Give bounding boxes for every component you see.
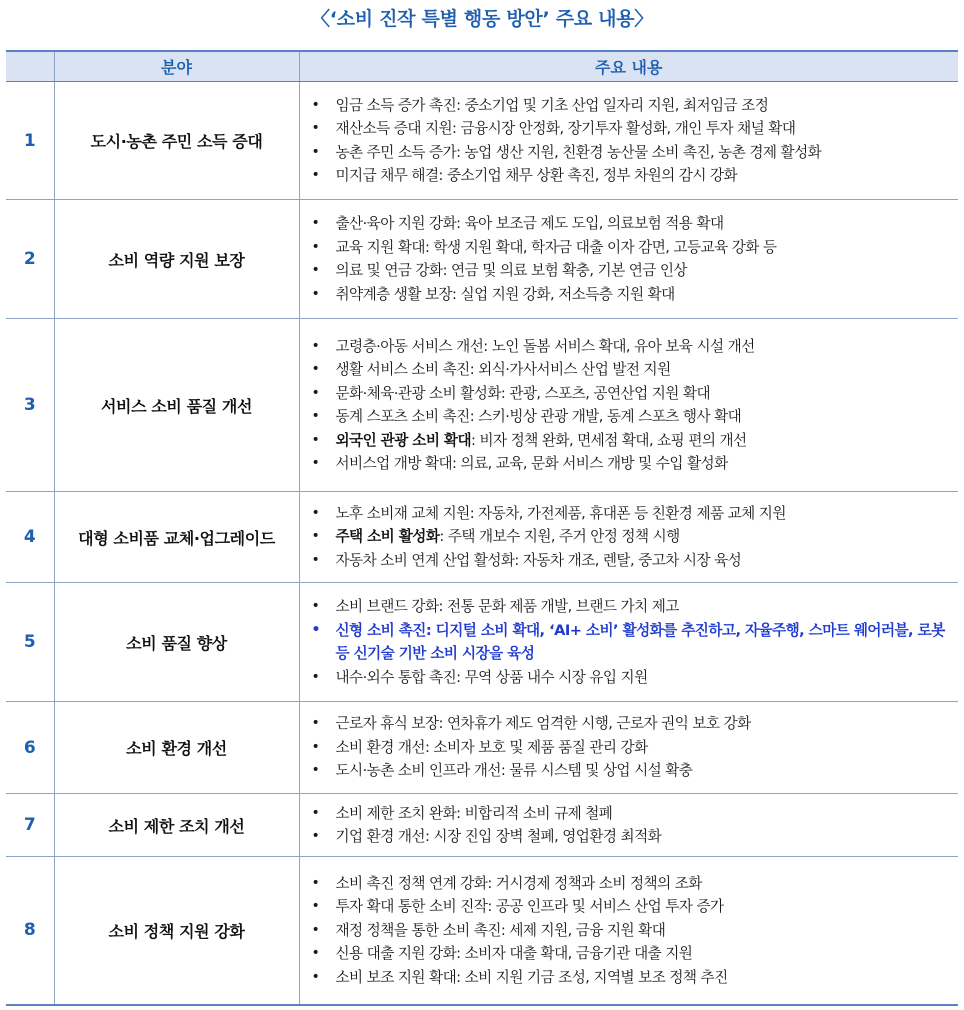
bullet-icon: • [311,528,320,545]
bullet-icon: • [311,598,320,614]
bullet-icon: • [311,945,320,961]
table-row [6,857,958,1005]
item-lead: 주택 소비 활성화 [335,528,440,546]
item-text: 신용 대출 지원 강화: 소비자 대출 확대, 금융기관 대출 지원 [335,945,693,962]
row-content [299,319,958,492]
item-text: 도시·농촌 소비 인프라 개선: 물류 시스템 및 상업 시설 확충 [335,762,693,780]
bullet-icon: • [311,921,320,938]
item-text: 투자 확대 통한 소비 진작: 공공 인프라 및 서비스 산업 투자 증가 [335,898,724,915]
row-area: 대형 소비품 교체·업그레이드 [54,492,299,583]
table-row [6,82,958,200]
bullet-icon: • [311,361,320,377]
list-item [300,872,959,896]
bullet-icon: • [311,738,320,755]
row-area: 도시·농촌 주민 소득 증대 [54,82,299,200]
bullet-icon: • [311,120,320,136]
list-item [300,736,959,760]
bullet-icon: • [311,167,320,183]
row-number: 6 [6,702,54,794]
bullet-icon: • [311,337,320,354]
list-item [300,595,959,619]
table-row [6,492,958,583]
content-list [300,712,959,783]
item-text: 자동차 소비 연계 산업 활성화: 자동차 개조, 렌탈, 중고차 시장 육성 [335,551,742,569]
list-item [300,117,959,141]
bullet-icon: • [311,262,320,278]
row-number: 3 [6,319,54,492]
item-text: 출산·육아 지원 강화: 육아 보조금 제도 도입, 의료보험 적용 확대 [335,215,724,232]
table-row [6,319,958,492]
content-list [300,595,959,689]
table-body [6,82,958,1005]
bullet-icon: • [311,551,320,568]
list-item [300,429,959,453]
item-text: 소비 보조 지원 확대: 소비 지원 기금 조성, 지역별 보조 정책 추진 [335,968,728,986]
row-content [299,200,958,319]
row-area: 서비스 소비 품질 개선 [54,319,299,492]
row-number: 8 [6,857,54,1005]
bullet-icon: • [311,96,320,113]
list-item [300,666,959,690]
bullet-icon: • [311,898,320,914]
list-item [300,405,959,429]
list-item [300,382,959,406]
row-area: 소비 환경 개선 [54,702,299,794]
item-text: 소비 제한 조치 완화: 비합리적 소비 규제 철폐 [335,804,613,822]
list-item [300,549,959,573]
list-item [300,759,959,783]
row-content [299,702,958,794]
list-item [300,966,959,990]
row-number: 2 [6,200,54,319]
content-list [300,212,959,306]
item-text: 재정 정책을 통한 소비 촉진: 세제 지원, 금융 지원 확대 [335,921,666,939]
header-row [6,51,958,82]
header-area: 분야 [54,51,299,82]
item-text: 문화·체육·관광 소비 활성화: 관광, 스포츠, 공연산업 지원 확대 [335,384,710,402]
row-area: 소비 품질 향상 [54,583,299,702]
bullet-icon: • [311,504,320,521]
list-item [300,502,959,526]
list-item [300,335,959,359]
row-content [299,583,958,702]
list-item [300,895,959,919]
bullet-icon: • [311,238,320,255]
bullet-icon: • [311,874,320,891]
list-item [300,942,959,966]
list-item [300,919,959,943]
bullet-icon: • [311,804,320,821]
table-row [6,200,958,319]
row-content [299,857,958,1005]
header-num [6,51,54,82]
item-text: 동계 스포츠 소비 촉진: 스키·빙상 관광 개발, 동계 스포츠 행사 확대 [335,408,742,425]
item-text: : 비자 정책 완화, 면세점 확대, 쇼핑 편의 개선 [471,431,747,449]
list-item [300,619,959,666]
list-item [300,236,959,260]
bullet-icon: • [311,715,320,732]
item-text: 소비 환경 개선: 소비자 보호 및 제품 품질 관리 강화 [335,738,648,756]
row-number: 1 [6,82,54,200]
row-content [299,82,958,200]
item-text: 신형 소비 촉진: 디지털 소비 확대, ‘AI+ 소비’ 활성화를 추진하고, 자율주행, 스마트 웨어러블, 로봇 등 신기술 기반 소비 시장을 육성 [335,621,945,662]
bullet-icon: • [311,431,320,448]
item-text: 교육 지원 확대: 학생 지원 확대, 학자금 대출 이자 감면, 고등교육 강화 등 [335,238,777,256]
row-number: 4 [6,492,54,583]
item-text: 취약계층 생활 보장: 실업 지원 강화, 저소득층 지원 확대 [335,285,675,303]
row-area: 소비 제한 조치 개선 [54,794,299,857]
item-text: 미지급 채무 해결: 중소기업 채무 상환 촉진, 정부 차원의 감시 강화 [335,167,738,184]
item-text: 노후 소비재 교체 지원: 자동차, 가전제품, 휴대폰 등 친환경 제품 교체 지원 [335,504,786,522]
list-item [300,164,959,188]
list-item [300,712,959,736]
table-row [6,794,958,857]
bullet-icon: • [311,143,320,160]
list-item [300,825,959,849]
content-list [300,335,959,476]
header-content: 주요 내용 [299,51,958,82]
item-text: 서비스업 개방 확대: 의료, 교육, 문화 서비스 개방 및 수입 활성화 [335,455,728,472]
item-text: 소비 촉진 정책 연계 강화: 거시경제 정책과 소비 정책의 조화 [335,874,702,892]
bullet-icon: • [311,215,320,231]
row-area: 소비 정책 지원 강화 [54,857,299,1005]
item-text: : 주택 개보수 지원, 주거 안정 정책 시행 [439,528,680,546]
item-text: 재산소득 증대 지원: 금융시장 안정화, 장기투자 활성화, 개인 투자 채널 확대 [335,120,796,137]
row-number: 7 [6,794,54,857]
item-text: 농촌 주민 소득 증가: 농업 생산 지원, 친환경 농산물 소비 촉진, 농촌 경제 활성화 [335,143,822,161]
item-text: 내수·외수 통합 촉진: 무역 상품 내수 시장 유입 지원 [335,668,648,686]
list-item [300,452,959,476]
item-text: 소비 브랜드 강화: 전통 문화 제품 개발, 브랜드 가치 제고 [335,598,679,615]
list-item [300,802,959,826]
list-item [300,358,959,382]
bullet-icon: • [311,968,320,985]
bullet-icon: • [311,668,320,685]
list-item [300,525,959,549]
list-item [300,212,959,236]
content-list [300,502,959,573]
bullet-icon: • [311,762,320,779]
bullet-icon: • [311,408,320,424]
table-row [6,583,958,702]
item-text: 고령층·아동 서비스 개선: 노인 돌봄 서비스 확대, 유아 보육 시설 개선 [335,337,755,355]
list-item [300,141,959,165]
table-row [6,702,958,794]
row-content [299,794,958,857]
list-item [300,259,959,283]
item-text: 임금 소득 증가 촉진: 중소기업 및 기초 산업 일자리 지원, 최저임금 조정 [335,96,769,114]
bullet-icon: • [311,455,320,471]
item-lead: 외국인 관광 소비 확대 [335,431,472,449]
row-content [299,492,958,583]
row-number: 5 [6,583,54,702]
table-title: 〈‘소비 진작 특별 행동 방안’ 주요 내용〉 [311,8,653,30]
item-text: 생활 서비스 소비 촉진: 외식·가사서비스 산업 발전 지원 [335,361,671,378]
list-item [300,94,959,118]
bullet-icon: • [311,828,320,844]
item-text: 근로자 휴식 보장: 연차휴가 제도 엄격한 시행, 근로자 권익 보호 강화 [335,715,751,733]
item-text: 기업 환경 개선: 시장 진입 장벽 철폐, 영업환경 최적화 [335,828,662,845]
content-list [300,94,959,188]
content-list [300,872,959,990]
bullet-icon: • [311,285,320,302]
list-item [300,283,959,307]
bullet-icon: • [311,384,320,401]
bullet-icon: • [311,621,320,638]
item-text: 의료 및 연금 강화: 연금 및 의료 보험 확충, 기본 연금 인상 [335,262,687,279]
row-area: 소비 역량 지원 보장 [54,200,299,319]
policy-table [6,50,958,1006]
content-list [300,802,959,849]
